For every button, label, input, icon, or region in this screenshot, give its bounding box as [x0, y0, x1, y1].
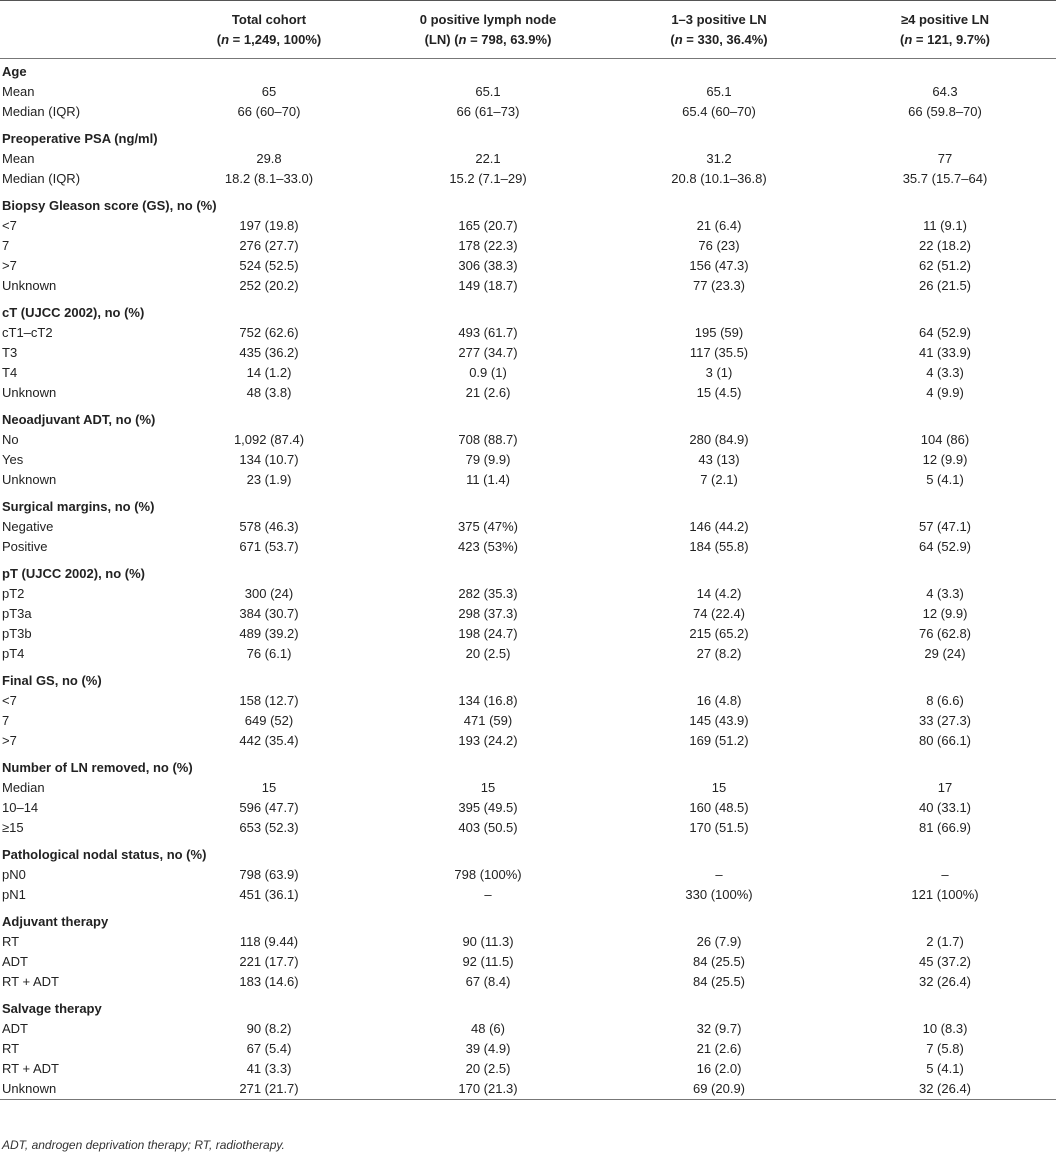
row-label: <7 [2, 693, 17, 708]
header-row [0, 10, 1056, 59]
cell-value: 117 (35.5) [689, 345, 749, 360]
row-label: T3 [2, 345, 18, 360]
cell-value: 39 (4.9) [465, 1041, 511, 1056]
cell-value: 64.3 [932, 84, 958, 99]
row-label: ≥15 [2, 820, 24, 835]
cell-value: 74 (22.4) [692, 606, 746, 621]
cell-value: 22.1 [475, 151, 501, 166]
row-label: Unknown [2, 1081, 57, 1096]
row-label: Unknown [2, 472, 57, 487]
cell-value: 43 (13) [698, 452, 740, 467]
header-four-plus-positive-ln: ≥4 positive LN (n = 121, 9.7%) [900, 12, 990, 47]
cell-value: 20 (2.5) [465, 646, 511, 661]
table-row [0, 972, 1056, 992]
table-row [0, 256, 1056, 276]
table-row [0, 604, 1056, 624]
section-header [0, 751, 1056, 778]
cell-value: 21 (6.4) [696, 218, 742, 233]
cell-value: 79 (9.9) [465, 452, 511, 467]
table-row [0, 711, 1056, 731]
table-row [0, 363, 1056, 383]
cell-value: 4 (3.3) [926, 586, 964, 601]
row-label: Median (IQR) [2, 171, 81, 186]
table-row [0, 932, 1056, 952]
cell-value: 65.1 [706, 84, 732, 99]
cell-value: 33 (27.3) [918, 713, 972, 728]
table-body [0, 59, 1056, 1101]
cell-value: 29 (24) [924, 646, 966, 661]
cell-value: 32 (26.4) [918, 974, 972, 989]
cell-value: – [941, 867, 949, 882]
table-row [0, 584, 1056, 604]
cell-value: 330 (100%) [685, 887, 753, 902]
cell-value: 77 [937, 151, 953, 166]
cell-value: 41 (33.9) [918, 345, 972, 360]
cell-value: 14 (1.2) [246, 365, 292, 380]
cell-value: 11 (9.1) [923, 218, 967, 233]
cell-value: 21 (2.6) [465, 385, 511, 400]
section-title: Salvage therapy [2, 1001, 102, 1016]
row-label: Median (IQR) [2, 104, 81, 119]
table-row [0, 865, 1056, 885]
table-row [0, 470, 1056, 490]
cell-value: 471 (59) [463, 713, 513, 728]
table-row [0, 323, 1056, 343]
cell-value: 29.8 [256, 151, 282, 166]
section-title: Final GS, no (%) [2, 673, 102, 688]
row-label: pT2 [2, 586, 25, 601]
row-label: pN1 [2, 887, 26, 902]
cell-value: 64 (52.9) [918, 325, 972, 340]
table-row [0, 624, 1056, 644]
row-label: T4 [2, 365, 18, 380]
cell-value: 66 (60–70) [237, 104, 301, 119]
cell-value: 26 (21.5) [918, 278, 972, 293]
header-empty [0, 10, 166, 59]
cell-value: 198 (24.7) [458, 626, 518, 641]
cell-value: 170 (51.5) [689, 820, 749, 835]
cell-value: 69 (20.9) [692, 1081, 746, 1096]
row-label: pT3a [2, 606, 32, 621]
cell-value: 5 (4.1) [926, 1061, 964, 1076]
cell-value: 252 (20.2) [239, 278, 299, 293]
cell-value: 15 (4.5) [696, 385, 742, 400]
cell-value: 118 (9.44) [239, 934, 299, 949]
row-label: ADT [2, 1021, 28, 1036]
cell-value: 0.9 (1) [469, 365, 507, 380]
cell-value: 653 (52.3) [239, 820, 299, 835]
cell-value: 81 (66.9) [918, 820, 972, 835]
table-row [0, 691, 1056, 711]
cell-value: 8 (6.6) [926, 693, 964, 708]
cell-value: – [715, 867, 723, 882]
cell-value: 84 (25.5) [692, 974, 746, 989]
cell-value: 197 (19.8) [239, 218, 299, 233]
table-row [0, 430, 1056, 450]
cell-value: 277 (34.7) [458, 345, 518, 360]
row-label: Negative [2, 519, 54, 534]
cell-value: 7 (5.8) [926, 1041, 964, 1056]
cell-value: 66 (61–73) [456, 104, 520, 119]
section-title: Age [2, 64, 27, 79]
top-rule [0, 0, 1056, 1]
cell-value: 384 (30.7) [239, 606, 299, 621]
table-row [0, 778, 1056, 798]
cell-value: 76 (23) [698, 238, 740, 253]
cell-value: 57 (47.1) [918, 519, 972, 534]
cell-value: 489 (39.2) [239, 626, 299, 641]
cell-value: 5 (4.1) [926, 472, 964, 487]
cell-value: 403 (50.5) [458, 820, 518, 835]
cell-value: 423 (53%) [458, 539, 518, 554]
row-label: Unknown [2, 385, 57, 400]
cell-value: 23 (1.9) [246, 472, 292, 487]
cell-value: 134 (10.7) [239, 452, 299, 467]
row-label: Median [2, 780, 45, 795]
table-row [0, 1079, 1056, 1100]
cell-value: 146 (44.2) [689, 519, 749, 534]
cell-value: 395 (49.5) [458, 800, 518, 815]
cell-value: 16 (2.0) [696, 1061, 742, 1076]
row-label: ADT [2, 954, 28, 969]
section-header [0, 490, 1056, 517]
table-row [0, 276, 1056, 296]
cell-value: 671 (53.7) [239, 539, 299, 554]
row-label: <7 [2, 218, 17, 233]
cell-value: 64 (52.9) [918, 539, 972, 554]
cell-value: 596 (47.7) [239, 800, 299, 815]
cell-value: 442 (35.4) [239, 733, 299, 748]
cell-value: 221 (17.7) [239, 954, 299, 969]
row-label: Mean [2, 84, 35, 99]
cell-value: 183 (14.6) [239, 974, 299, 989]
row-label: 10–14 [2, 800, 39, 815]
cell-value: 169 (51.2) [689, 733, 749, 748]
cell-value: 62 (51.2) [918, 258, 972, 273]
cell-value: 84 (25.5) [692, 954, 746, 969]
cell-value: 145 (43.9) [689, 713, 749, 728]
cell-value: 11 (1.4) [466, 472, 510, 487]
row-label: pT4 [2, 646, 25, 661]
table-row [0, 236, 1056, 256]
section-title: Preoperative PSA (ng/ml) [2, 131, 158, 146]
cell-value: 77 (23.3) [692, 278, 746, 293]
cell-value: 4 (9.9) [926, 385, 964, 400]
table-row [0, 82, 1056, 102]
cell-value: 20 (2.5) [465, 1061, 511, 1076]
cell-value: 10 (8.3) [922, 1021, 968, 1036]
table-row [0, 818, 1056, 838]
cell-value: 65.4 (60–70) [682, 104, 756, 119]
section-header [0, 838, 1056, 865]
cell-value: 184 (55.8) [689, 539, 749, 554]
cell-value: 451 (36.1) [239, 887, 299, 902]
section-header [0, 122, 1056, 149]
cell-value: 170 (21.3) [458, 1081, 518, 1096]
cell-value: 134 (16.8) [458, 693, 518, 708]
table-row [0, 169, 1056, 189]
cell-value: 276 (27.7) [239, 238, 299, 253]
cell-value: 306 (38.3) [458, 258, 518, 273]
header-zero-positive-ln: 0 positive lymph node (LN) (n = 798, 63.9%) [419, 12, 557, 47]
cell-value: 121 (100%) [911, 887, 979, 902]
cell-value: 104 (86) [920, 432, 970, 447]
table-row [0, 798, 1056, 818]
cell-value: 195 (59) [694, 325, 744, 340]
table-row [0, 450, 1056, 470]
cell-value: 271 (21.7) [239, 1081, 299, 1096]
section-header [0, 59, 1056, 82]
header-total-cohort: Total cohort (n = 1,249, 100%) [216, 12, 322, 47]
cell-value: 493 (61.7) [458, 325, 518, 340]
table-row [0, 102, 1056, 122]
section-header [0, 557, 1056, 584]
cell-value: 67 (5.4) [246, 1041, 292, 1056]
table-row [0, 149, 1056, 169]
cell-value: 17 [937, 780, 953, 795]
cell-value: 76 (62.8) [918, 626, 972, 641]
cell-value: 31.2 [706, 151, 732, 166]
row-label: RT [2, 934, 20, 949]
section-header [0, 664, 1056, 691]
section-title: Adjuvant therapy [2, 914, 109, 929]
cell-value: 300 (24) [244, 586, 294, 601]
bottom-rule [0, 1100, 1056, 1101]
table-row [0, 952, 1056, 972]
table-row [0, 517, 1056, 537]
section-header [0, 189, 1056, 216]
section-title: Biopsy Gleason score (GS), no (%) [2, 198, 217, 213]
row-label: Mean [2, 151, 35, 166]
cell-value: 40 (33.1) [918, 800, 972, 815]
cell-value: 158 (12.7) [239, 693, 299, 708]
row-label: Positive [2, 539, 48, 554]
cell-value: 15 [480, 780, 496, 795]
cell-value: 45 (37.2) [918, 954, 972, 969]
cell-value: 798 (63.9) [239, 867, 299, 882]
header-one-to-three-positive-ln: 1–3 positive LN (n = 330, 36.4%) [670, 12, 768, 47]
cell-value: 649 (52) [244, 713, 294, 728]
cell-value: 708 (88.7) [458, 432, 518, 447]
cell-value: – [484, 887, 492, 902]
row-label: RT + ADT [2, 1061, 59, 1076]
cell-value: 90 (11.3) [462, 934, 514, 949]
cell-value: 76 (6.1) [246, 646, 292, 661]
row-label: cT1–cT2 [2, 325, 53, 340]
cell-value: 178 (22.3) [458, 238, 518, 253]
cell-value: 282 (35.3) [458, 586, 518, 601]
cell-value: 48 (3.8) [246, 385, 292, 400]
cell-value: 156 (47.3) [689, 258, 749, 273]
section-header [0, 403, 1056, 430]
section-title: Pathological nodal status, no (%) [2, 847, 207, 862]
row-label: pN0 [2, 867, 26, 882]
row-label: 7 [2, 238, 10, 253]
cell-value: 27 (8.2) [696, 646, 742, 661]
table-row [0, 644, 1056, 664]
cell-value: 193 (24.2) [458, 733, 518, 748]
cell-value: 435 (36.2) [239, 345, 299, 360]
section-title: Surgical margins, no (%) [2, 499, 155, 514]
cell-value: 15.2 (7.1–29) [449, 171, 527, 186]
section-title: cT (UJCC 2002), no (%) [2, 305, 145, 320]
cell-value: 12 (9.9) [922, 606, 968, 621]
row-label: Yes [2, 452, 24, 467]
table-row [0, 1059, 1056, 1079]
cell-value: 524 (52.5) [239, 258, 299, 273]
cell-value: 67 (8.4) [465, 974, 511, 989]
table-row [0, 1019, 1056, 1039]
cell-value: 149 (18.7) [458, 278, 518, 293]
row-label: Unknown [2, 278, 57, 293]
table-row [0, 885, 1056, 905]
table-row [0, 343, 1056, 363]
row-label: RT + ADT [2, 974, 59, 989]
table-row [0, 216, 1056, 236]
section-header [0, 905, 1056, 932]
cell-value: 66 (59.8–70) [908, 104, 982, 119]
cell-value: 15 [711, 780, 727, 795]
row-label: pT3b [2, 626, 32, 641]
cell-value: 21 (2.6) [696, 1041, 742, 1056]
cell-value: 280 (84.9) [689, 432, 749, 447]
row-label: No [2, 432, 19, 447]
cell-value: 15 [261, 780, 277, 795]
cell-value: 798 (100%) [454, 867, 522, 882]
cell-value: 90 (8.2) [246, 1021, 292, 1036]
table-footnote: ADT, androgen deprivation therapy; RT, radiotherapy. [2, 1138, 285, 1152]
section-header [0, 992, 1056, 1019]
section-title: Neoadjuvant ADT, no (%) [2, 412, 156, 427]
row-label: RT [2, 1041, 20, 1056]
table-row [0, 537, 1056, 557]
cell-value: 92 (11.5) [462, 954, 514, 969]
section-title: Number of LN removed, no (%) [2, 760, 193, 775]
cell-value: 80 (66.1) [918, 733, 972, 748]
cell-value: 160 (48.5) [689, 800, 749, 815]
cell-value: 65.1 [475, 84, 501, 99]
cell-value: 18.2 (8.1–33.0) [224, 171, 314, 186]
cell-value: 35.7 (15.7–64) [902, 171, 988, 186]
row-label: 7 [2, 713, 10, 728]
row-label: >7 [2, 733, 17, 748]
cell-value: 578 (46.3) [239, 519, 299, 534]
cell-value: 7 (2.1) [700, 472, 738, 487]
cell-value: 14 (4.2) [696, 586, 742, 601]
cell-value: 4 (3.3) [926, 365, 964, 380]
cell-value: 48 (6) [471, 1021, 505, 1036]
row-label: >7 [2, 258, 17, 273]
cell-value: 26 (7.9) [696, 934, 742, 949]
cell-value: 752 (62.6) [239, 325, 299, 340]
cell-value: 298 (37.3) [458, 606, 518, 621]
cell-value: 32 (26.4) [918, 1081, 972, 1096]
cell-value: 32 (9.7) [696, 1021, 742, 1036]
cell-value: 3 (1) [705, 365, 733, 380]
table-row [0, 1039, 1056, 1059]
table-row [0, 731, 1056, 751]
cell-value: 215 (65.2) [689, 626, 749, 641]
cell-value: 22 (18.2) [918, 238, 972, 253]
cell-value: 2 (1.7) [926, 934, 964, 949]
cell-value: 375 (47%) [458, 519, 518, 534]
cell-value: 165 (20.7) [458, 218, 518, 233]
cell-value: 12 (9.9) [922, 452, 968, 467]
cohort-characteristics-table [0, 10, 1056, 1100]
cell-value: 20.8 (10.1–36.8) [671, 171, 767, 186]
section-header [0, 296, 1056, 323]
cell-value: 16 (4.8) [696, 693, 742, 708]
cell-value: 41 (3.3) [246, 1061, 292, 1076]
cell-value: 65 [261, 84, 277, 99]
table-row [0, 383, 1056, 403]
section-title: pT (UJCC 2002), no (%) [2, 566, 146, 581]
cell-value: 1,092 (87.4) [233, 432, 305, 447]
